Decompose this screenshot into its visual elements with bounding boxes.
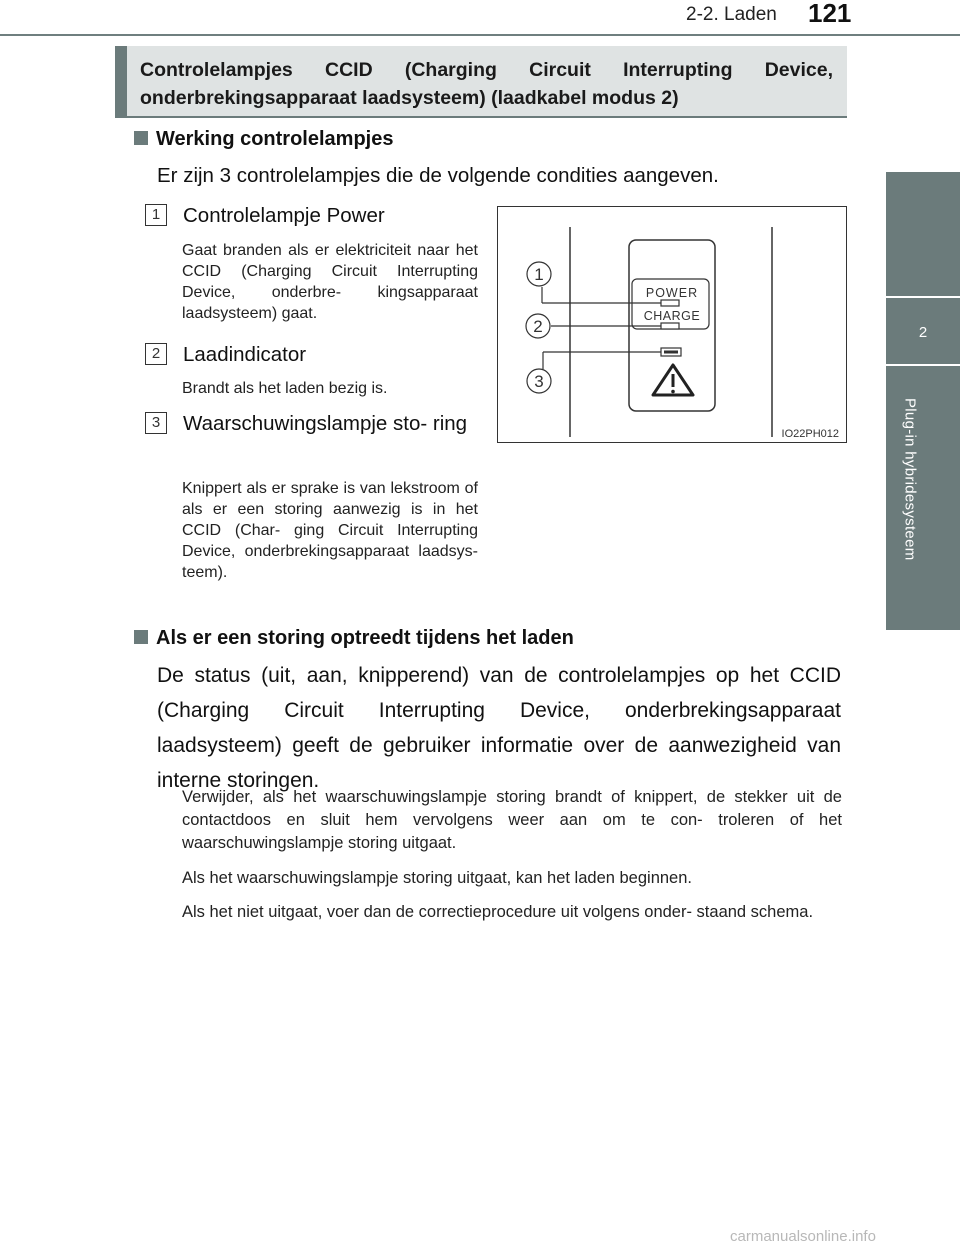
watermark: carmanualsonline.info (730, 1228, 876, 1245)
subheading-storing (134, 627, 574, 650)
power-label: POWER (645, 286, 699, 300)
storing-body-text: De status (uit, aan, knipperend) van de controlelampjes op het CCID (Charging Circuit Interrupting Device, onderbrekingsapparaat laadsysteem) geeft de gebruiker informatie over de aanwezigheid van interne storingen. (157, 664, 841, 792)
item-2-description: Brandt als het laden bezig is. (182, 380, 388, 397)
page-number: 121 (808, 0, 852, 28)
item-3-number: 3 (145, 412, 167, 434)
callout-1-text: 1 (534, 265, 544, 284)
square-bullet-icon (134, 131, 148, 145)
header-divider (0, 34, 960, 36)
section-label: 2-2. Laden (686, 4, 777, 25)
item-1 (145, 201, 385, 231)
item-3-label: Waarschuwingslampje sto- ring (183, 412, 468, 435)
note-1: Verwijder, als het waarschuwingslampje storing brandt of knippert, de stekker uit de contactdoos en sluit hem vervolgens weer aan om te con- troleren of het waarschuwingslampje storing uitgaat. (182, 788, 842, 852)
item-2 (145, 340, 306, 370)
power-lamp (661, 300, 679, 306)
callout-2-text: 2 (533, 317, 543, 336)
ccid-figure (497, 206, 847, 443)
item-3-description: Knippert als er sprake is van lekstroom of als er een storing aanwezig is in het CCID (Char- ging Circuit Interrupting Device, onderbrekingsapparaat laadsys- teem). (182, 480, 478, 581)
item-2-label: Laadindicator (183, 343, 307, 366)
square-bullet-icon (134, 630, 148, 644)
side-tab-label-wrap (895, 398, 925, 598)
section-title: Controlelampjes CCID (Charging Circuit Interrupting Device, onderbrekingsapparaat laadsysteem) (laadkabel modus 2) (140, 59, 833, 109)
side-tab-label: Plug-in hybridesysteem (901, 398, 919, 561)
intro-text: Er zijn 3 controlelampjes die de volgende condities aangeven. (157, 164, 719, 187)
item-3 (145, 409, 479, 439)
subheading-werking (134, 128, 393, 151)
side-tab-number: 2 (886, 296, 960, 366)
charge-label: CHARGE (643, 309, 701, 323)
note-2: Als het waarschuwingslampje storing uitgaat, kan het laden beginnen. (182, 869, 692, 887)
warning-lamp-inner (664, 351, 678, 354)
item-2-number: 2 (145, 343, 167, 365)
subheading-werking-text: Werking controlelampjes (156, 128, 394, 150)
note-3: Als het niet uitgaat, voer dan de correctieprocedure uit volgens onder- staand schema. (182, 903, 814, 921)
charge-lamp (661, 323, 679, 329)
item-1-number: 1 (145, 204, 167, 226)
callout-3-text: 3 (534, 372, 544, 391)
item-1-label: Controlelampje Power (183, 204, 385, 227)
section-title-box (115, 46, 847, 118)
item-1-description: Gaat branden als er elektriciteit naar het CCID (Charging Circuit Interrupting Device, onderbre- kingsapparaat laadsysteem) gaat. (182, 242, 478, 322)
figure-code: IO22PH012 (781, 428, 839, 440)
ccid-illustration (498, 207, 845, 441)
subheading-storing-text: Als er een storing optreedt tijdens het laden (156, 627, 574, 649)
